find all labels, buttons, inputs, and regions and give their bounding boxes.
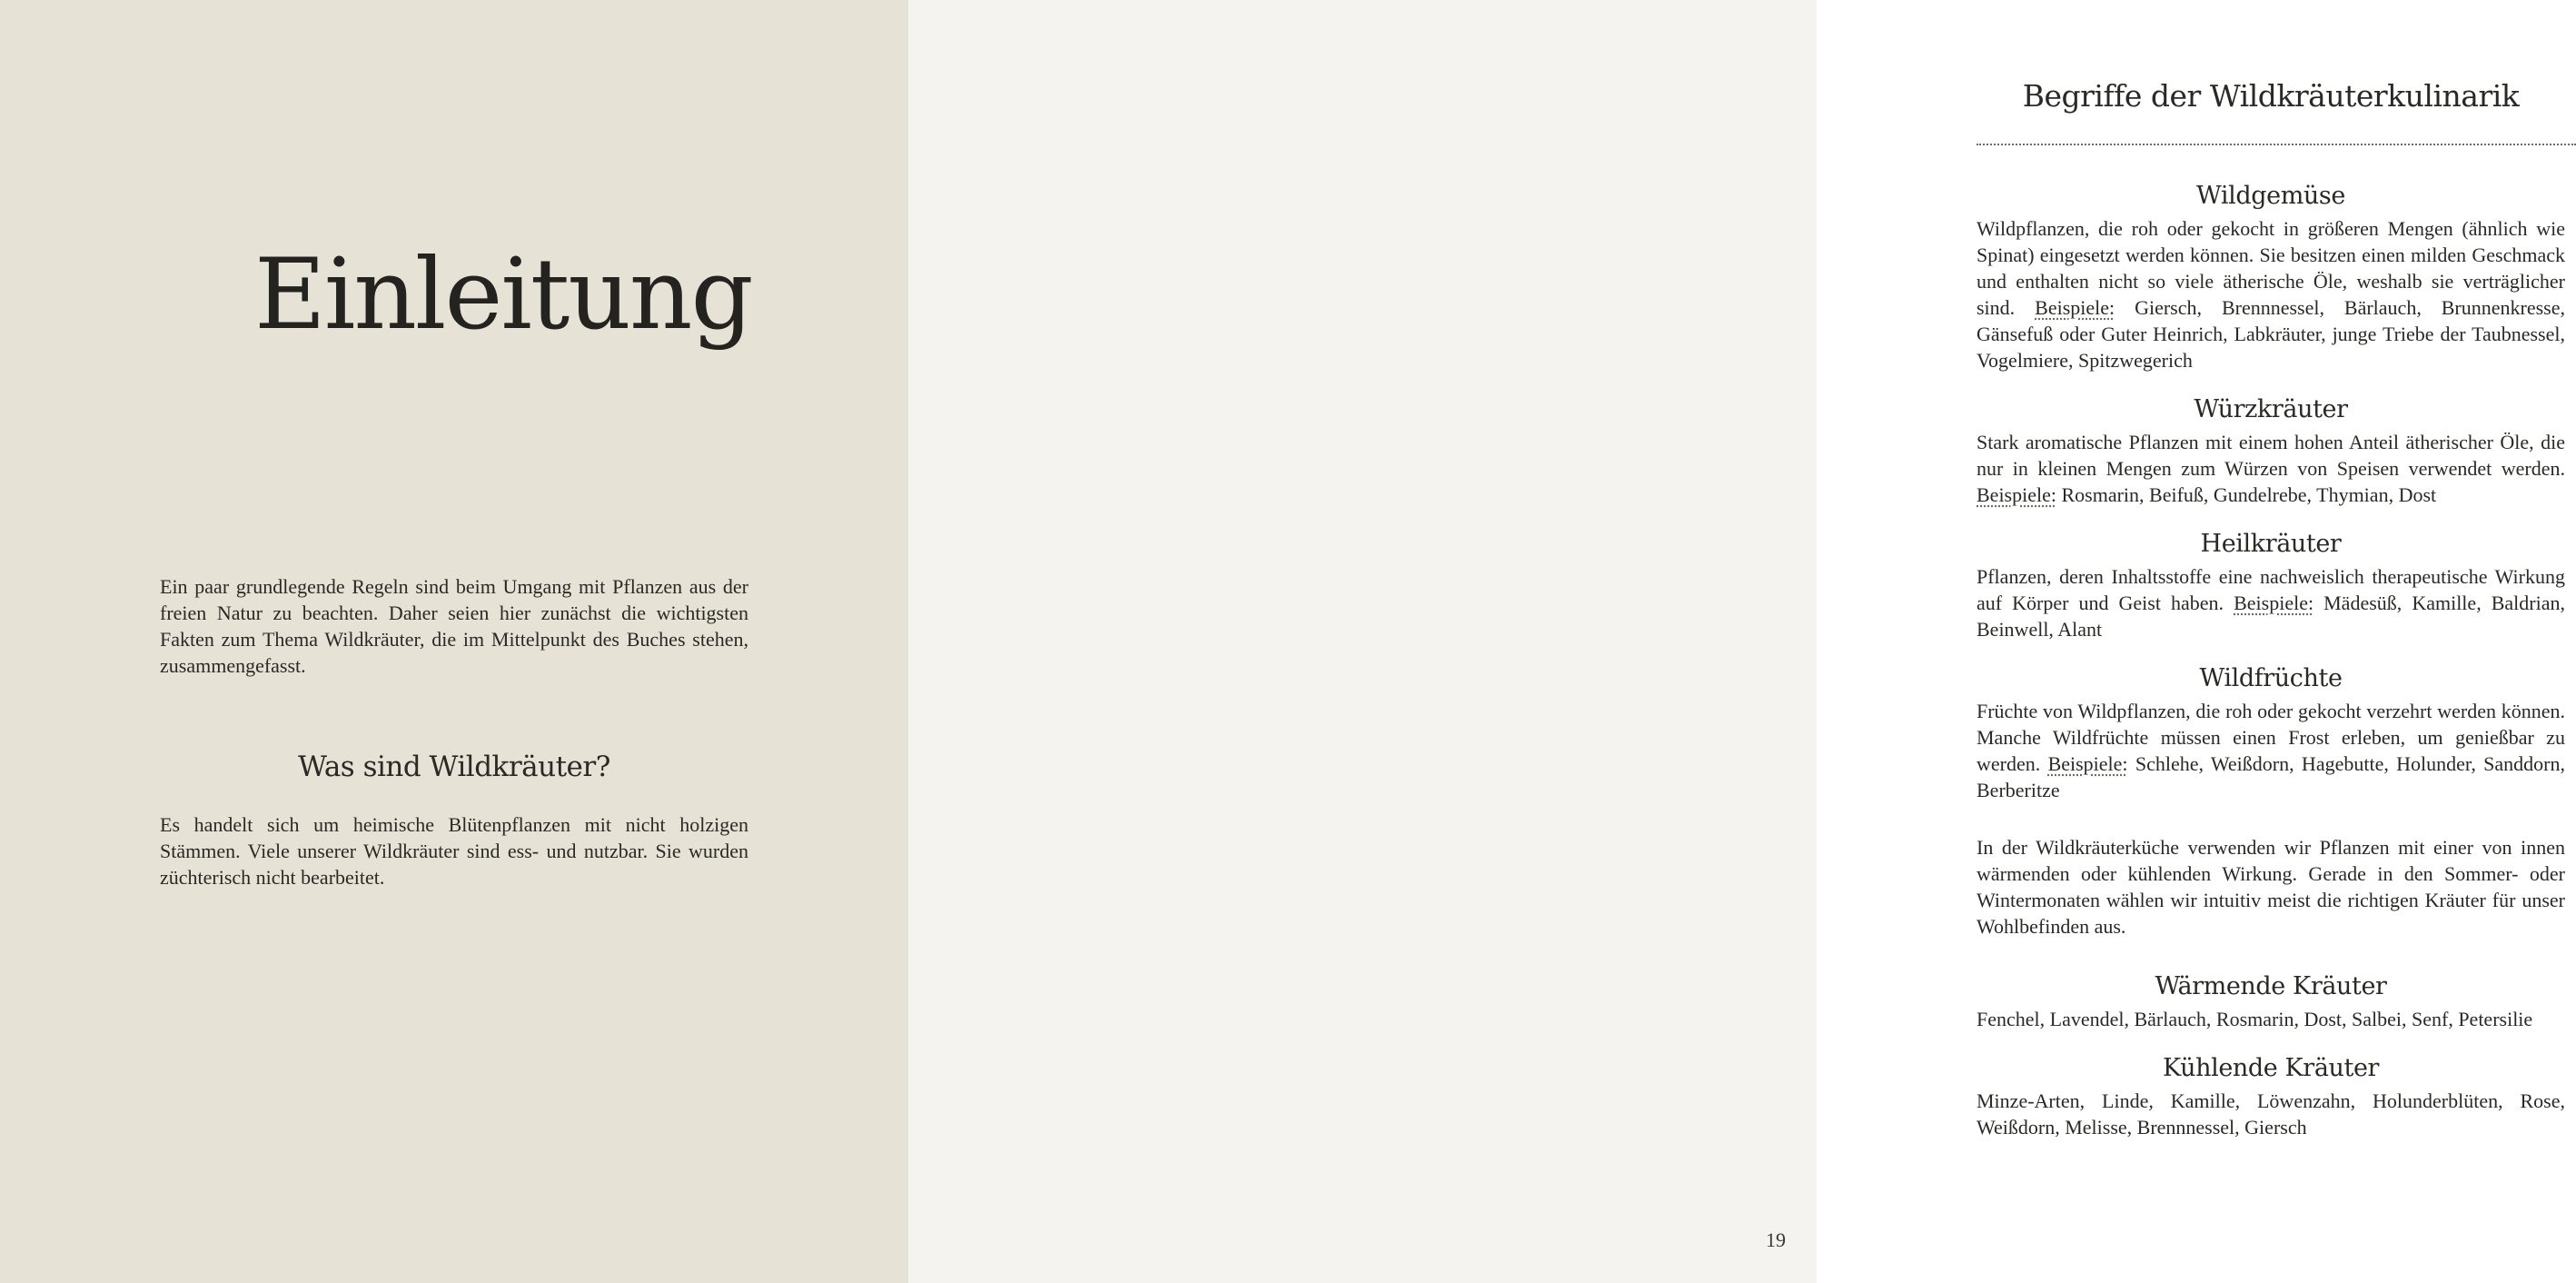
section-heading: Wärmende Kräuter [2155, 972, 2387, 1000]
section-text [1977, 563, 2565, 642]
section-heilkraeuter [1977, 530, 2565, 642]
section-description: Stark aromatische Pflanzen mit einem hohen Anteil ätherischer Öle, die nur in kleinen Mengen zum Würzen von Speisen verwendet werden. [1977, 431, 2565, 480]
section-wuerzkraeuter [1977, 395, 2565, 508]
section-heading: Würzkräuter [2194, 395, 2348, 423]
definition-paragraph: Es handelt sich um heimische Blütenpflanzen mit nicht holzigen Stämmen. Viele unserer Wildkräuter sind ess- und nutzbar. Sie wurden züchterisch nicht bearbeitet. [160, 813, 748, 889]
section-kuehlende-kraeuter [1977, 1054, 2565, 1140]
glossary-title: Begriffe der Wildkräuterkulinarik [2022, 78, 2520, 114]
section-description: Pflanzen, deren Inhaltsstoffe eine nachweislich therapeutische Wirkung auf Körper und Geist haben. [1977, 565, 2565, 614]
section-text: Minze-Arten, Linde, Kamille, Löwenzahn, Holunderblüten, Rose, Weißdorn, Melisse, Brennnessel, Giersch [1977, 1089, 2565, 1139]
section-text [1977, 215, 2565, 373]
section-description: Früchte von Wildpflanzen, die roh oder gekocht verzehrt werden können. Manche Wildfrüchte müssen einen Frost erleben, um genießbar zu werden. [1977, 700, 2565, 775]
warming-cooling-paragraph: In der Wildkräuterküche verwenden wir Pflanzen mit einer von innen wärmenden oder kühlenden Wirkung. Gerade in den Sommer- oder Wintermonaten wählen wir intuitiv meist die richtigen Kräuter für unser Wohlbefinden aus. [1977, 836, 2565, 938]
left-page [0, 0, 908, 1283]
section-heading: Kühlende Kräuter [2162, 1054, 2380, 1082]
examples-label: Beispiele: [1977, 483, 2056, 506]
section-text [1977, 429, 2565, 508]
intro-paragraph: Ein paar grundlegende Regeln sind beim Umgang mit Pflanzen aus der freien Natur zu beachten. Daher seien hier zunächst die wichtigsten Fakten zum Thema Wildkräuter, die im Mittelpunkt des Buches stehen, zusammengefasst. [160, 575, 748, 677]
section-text: Fenchel, Lavendel, Bärlauch, Rosmarin, Dost, Salbei, Senf, Petersilie [1977, 1008, 2533, 1030]
examples-label: Beispiele: [2035, 296, 2115, 319]
section-description: Wildpflanzen, die roh oder gekocht in größeren Mengen (ähnlich wie Spinat) eingesetzt werden können. Sie besitzen einen milden Geschmack und enthalten nicht so viele ätherische Öle, weshalb sie verträglicher sind. [1977, 217, 2565, 319]
dotted-divider [1977, 144, 2576, 145]
glossary-column [1977, 182, 2565, 1162]
section-heading: Heilkräuter [2200, 530, 2342, 558]
examples-list: Schlehe, Weißdorn, Hagebutte, Holunder, Sanddorn, Berberitze [1977, 752, 2565, 801]
examples-list: Rosmarin, Beifuß, Gundelrebe, Thymian, Dost [2061, 483, 2437, 506]
examples-list: Mädesüß, Kamille, Baldrian, Beinwell, Alant [1977, 592, 2565, 641]
section-wildfruechte [1977, 664, 2565, 803]
section-wildgemuese [1977, 182, 2565, 373]
chapter-title: Einleitung [254, 238, 752, 352]
page-number: 19 [1766, 1228, 1786, 1251]
section-heading: Wildgemüse [2196, 182, 2345, 210]
examples-label: Beispiele: [2234, 592, 2314, 614]
section-text [1977, 698, 2565, 803]
examples-label: Beispiele: [2047, 752, 2128, 775]
section-heading: Wildfrüchte [2199, 664, 2343, 692]
examples-list: Giersch, Brennnessel, Bärlauch, Brunnenkresse, Gänsefuß oder Guter Heinrich, Labkräuter, junge Triebe der Taubnessel, Vogelmiere, Spitzwegerich [1977, 296, 2566, 372]
section-waermende-kraeuter [1977, 972, 2565, 1032]
right-page [908, 0, 2566, 1283]
subheading-wildkraeuter: Was sind Wildkräuter? [298, 751, 610, 783]
